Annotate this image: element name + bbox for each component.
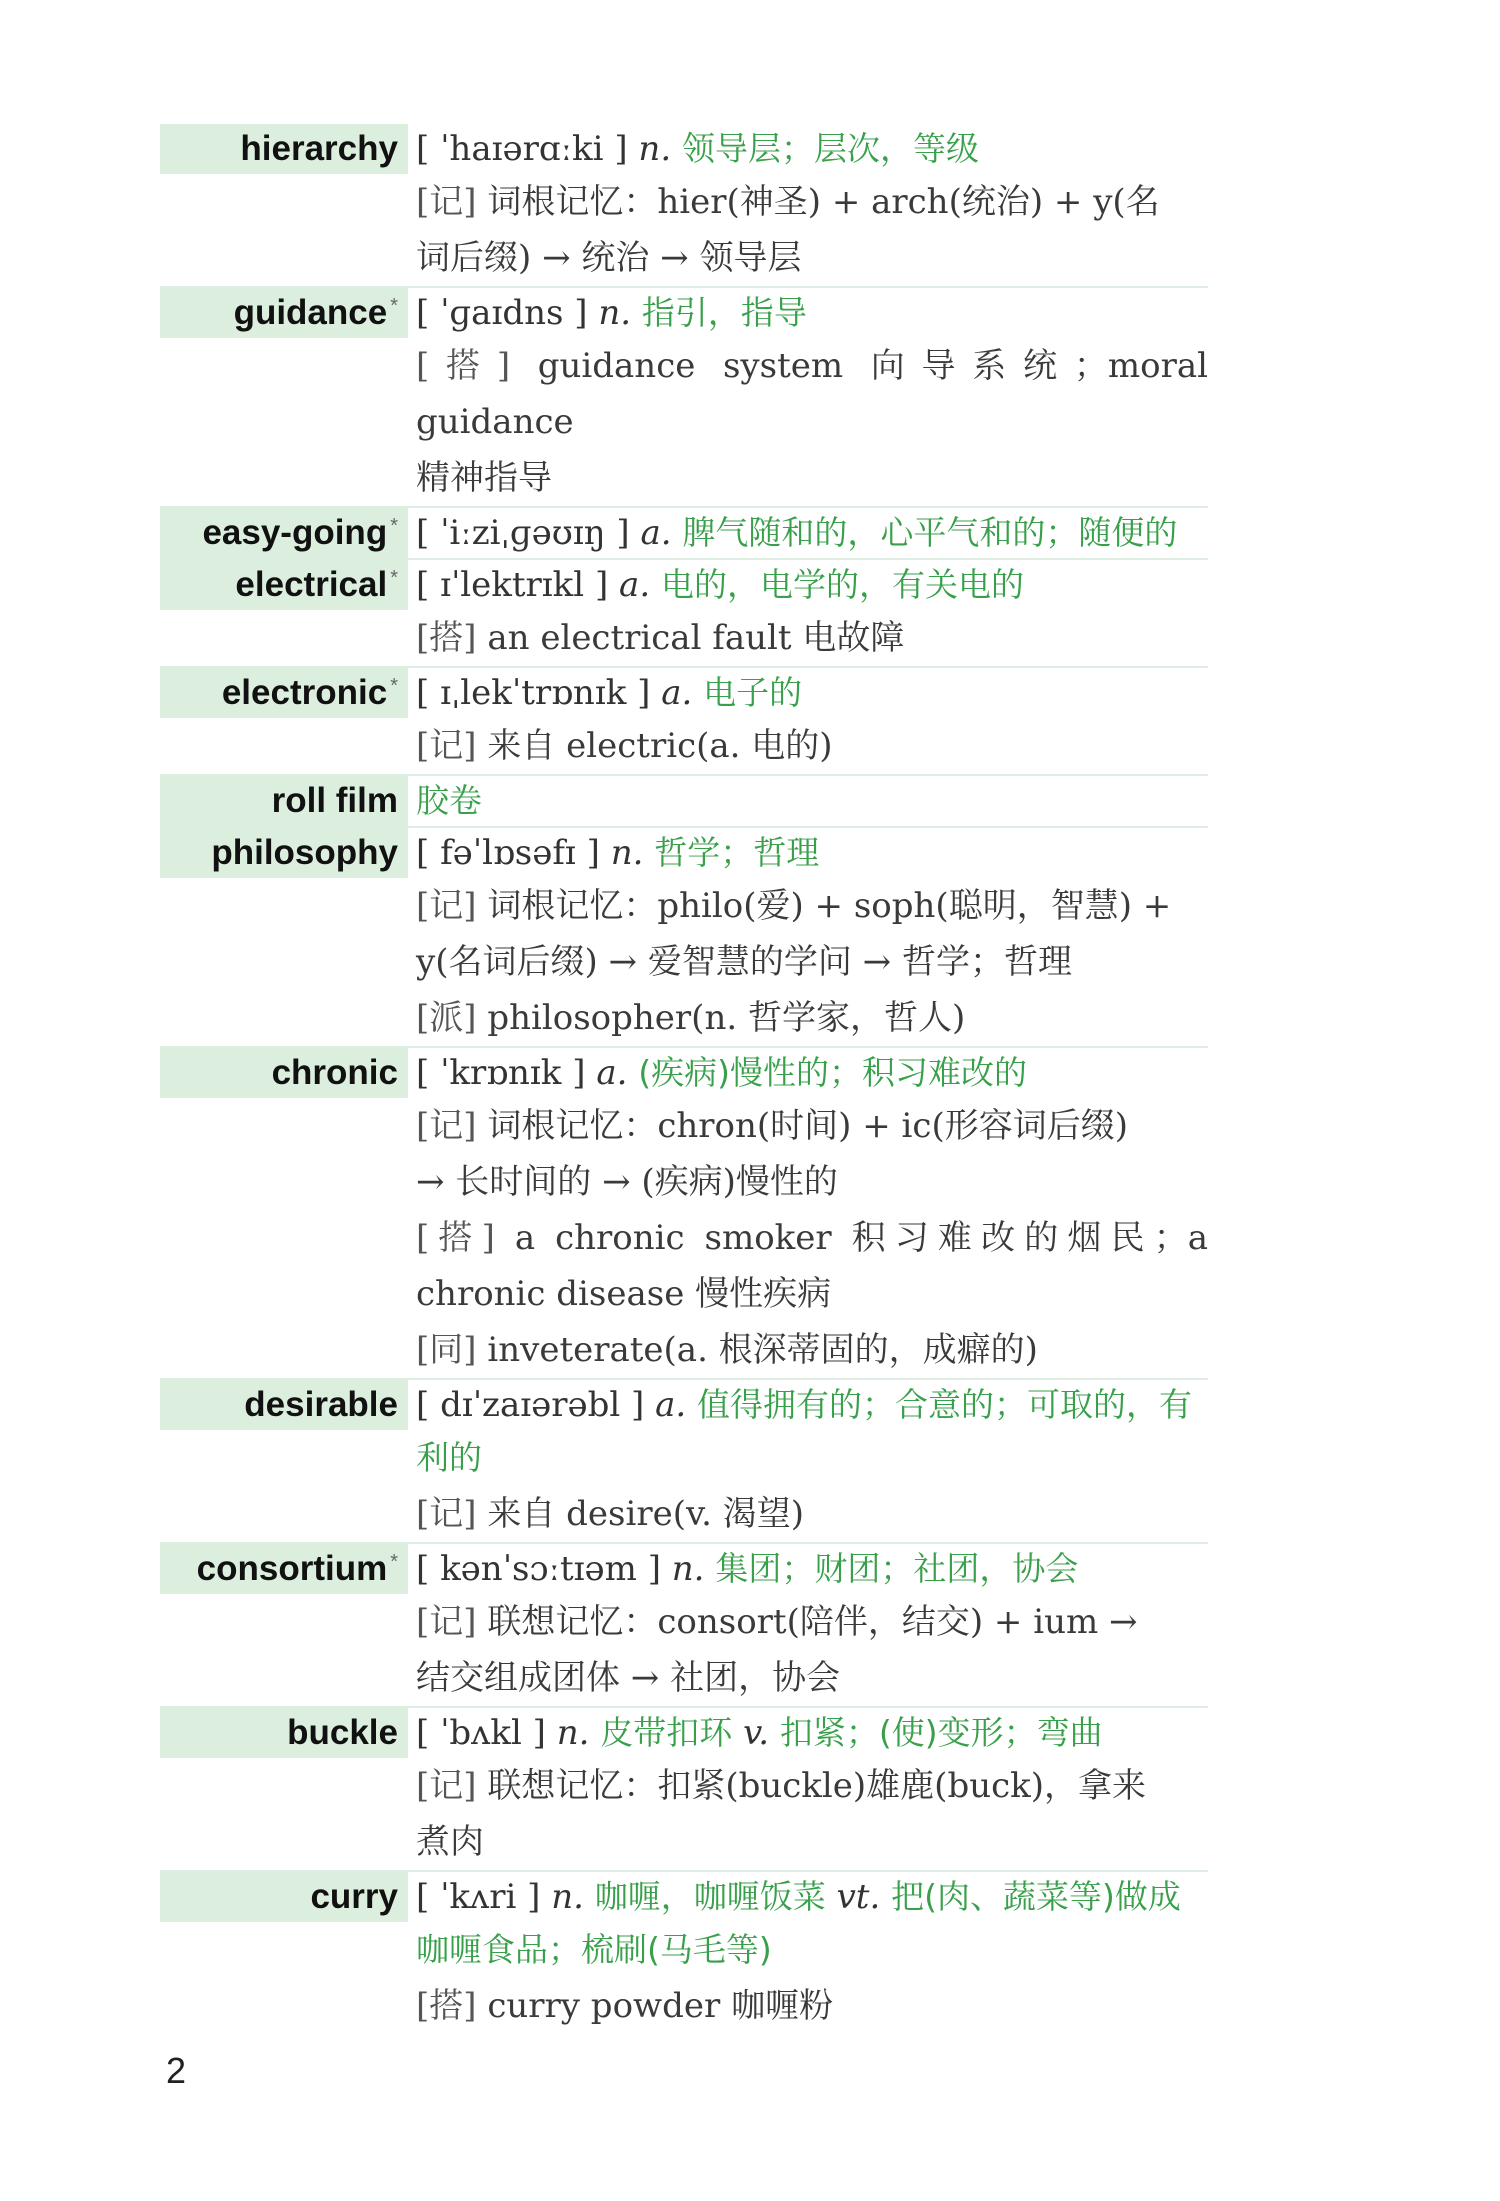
note-line [160,1210,1208,1266]
phonetic: [ ɪˈlektrɪkl ] [416,565,609,605]
spacer [160,1922,408,1978]
note-text [416,174,1208,230]
phonetic: [ fəˈlɒsəfɪ ] [416,833,600,873]
entry-first-line [160,124,1208,174]
headword-cell [160,1872,408,1922]
note-tag: [记] [416,1494,477,1534]
note-continued: 精神指导 [416,458,552,498]
note-content: 联想记忆：扣紧(buckle)雄鹿(buck)，拿来 [487,1766,1147,1806]
headword: desirable [244,1385,398,1424]
headword: curry [310,1877,398,1916]
note-continued-line [160,934,1208,990]
headword: buckle [287,1713,398,1752]
headword-cell [160,1380,408,1430]
note-line [160,1486,1208,1542]
definition: 利的 [416,1438,482,1477]
part-of-speech: a. [619,565,651,605]
entry-first-line [160,1872,1208,1922]
part-of-speech: vt. [836,1877,881,1917]
definition-line [416,1708,1208,1758]
note-content: 来自 electric(a. 电的) [487,726,833,766]
definition: 胶卷 [416,781,482,820]
entry-first-line [160,776,1208,826]
note-text [416,1486,1208,1542]
definition-continued [416,1430,1208,1486]
definition: 皮带扣环 [600,1713,733,1752]
note-text [416,1210,1208,1266]
spacer [160,1594,408,1650]
spacer [160,1098,408,1154]
note-tag: [搭] [416,1218,495,1258]
spacer [160,1814,408,1870]
headword: philosophy [211,833,398,872]
note-continued: 词后缀) → 统治 → 领导层 [416,238,802,278]
note-continued: → 长时间的 → (疾病)慢性的 [416,1162,838,1202]
headword: hierarchy [240,129,398,168]
note-content: inveterate(a. 根深蒂固的，成癖的) [487,1330,1038,1370]
note-content: a chronic smoker 积习难改的烟民；a [514,1218,1209,1258]
definition: 值得拥有的；合意的；可取的，有 [697,1385,1193,1424]
definition: (疾病)慢性的；积习难改的 [638,1053,1027,1092]
entry-first-line [160,668,1208,718]
dictionary-entry [160,286,1208,506]
note-line [160,1758,1208,1814]
note-content: philosopher(n. 哲学家，哲人) [487,998,966,1038]
part-of-speech: n. [556,1713,590,1753]
page-number: 2 [166,2050,187,2091]
headword-cell [160,668,408,718]
part-of-speech: n. [671,1549,705,1589]
spacer [160,1978,408,2034]
note-text [416,1978,1208,2034]
dictionary-entry [160,124,1208,286]
frequency-star: * [390,675,398,697]
definition: 集团；财团；社团，协会 [715,1549,1079,1588]
definition: 领导层；层次，等级 [681,129,979,168]
definition-line [416,508,1208,558]
dictionary-page [160,124,1208,2034]
spacer [160,1154,408,1210]
headword-cell [160,1048,408,1098]
definition-line [416,288,1208,338]
note-tag: [记] [416,1106,477,1146]
entry-first-line [160,1048,1208,1098]
phonetic: [ ˈiːziˌɡəʊɪŋ ] [416,513,630,553]
note-tag: [记] [416,1766,477,1806]
note-continued-line [160,1814,1208,1870]
spacer [160,174,408,230]
definition-line [416,124,1208,174]
note-tag: [搭] [416,618,477,658]
headword: easy-going [202,513,388,552]
definition-line [416,668,1208,718]
spacer [160,338,408,450]
entry-first-line [160,1544,1208,1594]
phonetic: [ ˈkʌri ] [416,1877,541,1917]
phonetic: [ dɪˈzaɪərəbl ] [416,1385,645,1425]
headword-cell [160,508,408,558]
note-tag: [记] [416,886,477,926]
part-of-speech: a. [596,1053,628,1093]
headword-cell [160,560,408,610]
note-continued-line [160,1154,1208,1210]
headword: electrical [235,565,388,604]
definition: 指引，指导 [641,293,807,332]
spacer [160,718,408,774]
spacer [160,1650,408,1706]
headword-cell [160,776,408,826]
frequency-star: * [390,515,398,537]
note-line [160,174,1208,230]
phonetic: [ ˈkrɒnɪk ] [416,1053,586,1093]
dictionary-entry [160,1870,1208,2034]
headword: consortium [196,1549,388,1588]
spacer [160,934,408,990]
headword-cell [160,124,408,174]
entry-first-line [160,828,1208,878]
definition-line [416,1048,1208,1098]
note-continued-line [160,1650,1208,1706]
entry-list [160,124,1208,2034]
note-text [416,1758,1208,1814]
headword: chronic [271,1053,398,1092]
phonetic: [ kənˈsɔːtɪəm ] [416,1549,661,1589]
part-of-speech: n. [551,1877,584,1917]
note-tag: [搭] [416,1986,477,2026]
definition-line [416,828,1208,878]
dictionary-entry [160,506,1208,558]
note-line [160,610,1208,666]
note-content: 来自 desire(v. 渴望) [487,1494,805,1534]
note-line [160,990,1208,1046]
spacer [160,1486,408,1542]
definition: 脾气随和的，心平气和的；随便的 [682,513,1178,552]
note-tag: [派] [416,998,477,1038]
headword-cell [160,288,408,338]
definition-line [416,1544,1208,1594]
spacer [160,230,408,286]
definition-line [416,1872,1208,1922]
part-of-speech: a. [640,513,672,553]
headword: guidance [233,293,388,332]
spacer [160,1210,408,1266]
entry-first-line [160,560,1208,610]
spacer [160,1430,408,1486]
note-continued-line [160,450,1208,506]
note-continued: 结交组成团体 → 社团，协会 [416,1658,841,1698]
headword: electronic [221,673,388,712]
note-content: 联想记忆：consort(陪伴，结交) + ium → [487,1602,1138,1642]
entry-first-line [160,1380,1208,1430]
note-text [416,1322,1208,1378]
definition: 电的，电学的，有关电的 [660,565,1024,604]
note-text [416,878,1208,934]
part-of-speech: n. [610,833,644,873]
dictionary-entry [160,1706,1208,1870]
part-of-speech: n. [638,129,672,169]
note-tag: [记] [416,1602,477,1642]
dictionary-entry [160,666,1208,774]
dictionary-entry [160,1046,1208,1378]
definition: 电子的 [703,673,803,712]
definition-line [416,560,1208,610]
note-continued-line [160,230,1208,286]
note-line [160,1978,1208,2034]
note-text [416,338,1208,450]
note-continued: chronic disease 慢性疾病 [416,1274,832,1314]
frequency-star: * [390,567,398,589]
headword: roll film [271,781,398,820]
frequency-star: * [390,1551,398,1573]
phonetic: [ ˈhaɪərɑːki ] [416,129,628,169]
definition: 咖喱，咖喱饭菜 [594,1877,826,1916]
definition: 把(肉、蔬菜等)做成 [891,1877,1181,1916]
headword-cell [160,1544,408,1594]
definition-continued-line [160,1430,1208,1486]
definition-continued-line [160,1922,1208,1978]
part-of-speech: a. [661,673,693,713]
part-of-speech: n. [598,293,632,333]
dictionary-entry [160,558,1208,666]
note-content: 词根记忆：hier(神圣) + arch(统治) + y(名 [487,182,1160,222]
note-content: curry powder 咖喱粉 [487,1986,834,2026]
note-content: guidance system 向导系统；moral guidance [416,346,1208,442]
note-text [416,1594,1208,1650]
note-line [160,1594,1208,1650]
note-tag: [记] [416,726,477,766]
note-text [416,718,1208,774]
note-content: 词根记忆：philo(爱) + soph(聪明，智慧) + [487,886,1172,926]
note-tag: [搭] [416,346,511,386]
note-continued-line [160,1266,1208,1322]
spacer [160,610,408,666]
entry-first-line [160,288,1208,338]
note-text [416,1098,1208,1154]
spacer [160,1266,408,1322]
note-line [160,718,1208,774]
phonetic: [ ˈɡaɪdns ] [416,293,588,333]
spacer [160,1758,408,1814]
note-content: an electrical fault 电故障 [487,618,905,658]
definition: 扣紧；(使)变形；弯曲 [779,1713,1103,1752]
dictionary-entry [160,774,1208,826]
entry-first-line [160,508,1208,558]
phonetic: [ ɪˌlekˈtrɒnɪk ] [416,673,651,713]
note-continued: y(名词后缀) → 爱智慧的学问 → 哲学；哲理 [416,942,1072,982]
spacer [160,450,408,506]
note-line [160,1098,1208,1154]
frequency-star: * [390,295,398,317]
spacer [160,1322,408,1378]
note-line [160,338,1208,450]
note-tag: [同] [416,1330,477,1370]
note-line [160,1322,1208,1378]
note-line [160,878,1208,934]
headword-cell [160,1708,408,1758]
definition: 哲学；哲理 [654,833,820,872]
spacer [160,878,408,934]
dictionary-entry [160,1378,1208,1542]
note-content: 词根记忆：chron(时间) + ic(形容词后缀) [487,1106,1128,1146]
definition-line [416,1380,1208,1430]
note-text [416,610,1208,666]
spacer [160,990,408,1046]
definition: 咖喱食品；梳刷(马毛等) [416,1930,772,1969]
entry-first-line [160,1708,1208,1758]
part-of-speech: v. [743,1713,770,1753]
dictionary-entry [160,1542,1208,1706]
dictionary-entry [160,826,1208,1046]
headword-cell [160,828,408,878]
part-of-speech: a. [655,1385,687,1425]
definition-continued [416,1922,1208,1978]
note-tag: [记] [416,182,477,222]
phonetic: [ ˈbʌkl ] [416,1713,546,1753]
definition-line [416,776,1208,826]
note-continued: 煮肉 [416,1822,484,1862]
note-text [416,990,1208,1046]
